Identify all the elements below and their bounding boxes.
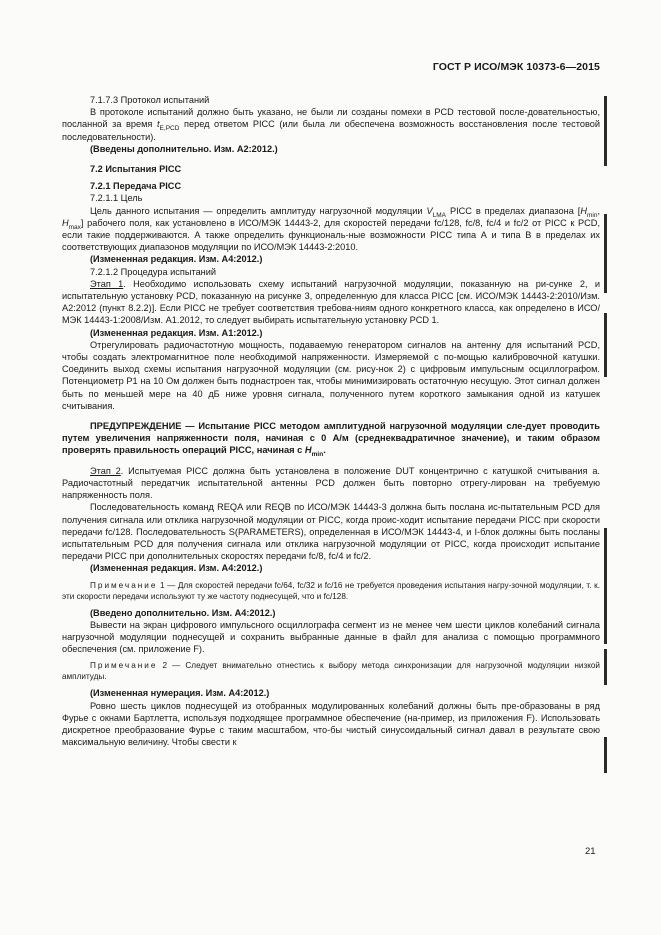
amendment-note: (Введено дополнительно. Изм. A4:2012.) [90, 607, 276, 618]
change-bar [604, 96, 607, 166]
text: , [597, 205, 601, 216]
section-heading: 7.2.1 Передача PICC [90, 181, 182, 192]
note-label: Примечание [90, 580, 158, 590]
change-bar [604, 649, 607, 685]
note [62, 660, 600, 682]
text: fc/128, fc/8, fc/4 и fc/2 от PICC к PCD, если такие поддерживаются. А также определить функциональ-ные возможности PICC типа А и типа В в пределах их соответствующих диапазонов модуляции по ИСО/МЭК 14443-2:2010. [62, 217, 600, 253]
paragraph: Ровно шесть циклов поднесущей из отобранных модулированных колебаний должны быть пре-образованы в ряд Фурье с окнами Бартлетта, используя подходящее программное обеспечение (на-пример, из приложения F). Использовать дискретное преобразование Фурье с таким масштабом, что-бы чистый синусоидальный сигнал давал в результате свою максимальную величину. Чтобы свести к [62, 700, 600, 748]
document-body [62, 94, 600, 748]
subscript: E,PCD [159, 125, 180, 133]
paragraph: Последовательность команд REQA или REQB по ИСО/МЭК 14443-3 должна быть послана ис-пытательным PCD для получения сигнала или отклика нагрузочной модуляции от PICC, когда проис-ходит испытание передачи PICC при скорости передачи fc/128. Последовательность S(PARAMETERS), определенная в ИСО/МЭК 14443-4, и I-блок должны быть посланы испытательным PCD для получения сигнала или отклика нагрузочной модуляции от PICC, когда происходит испытание передачи PICC при дополнительных скоростях передачи fc/8, fc/4 и fc/2. [62, 502, 600, 562]
paragraph: Отрегулировать радиочастотную мощность, подаваемую генератором сигналов на антенну для испытаний PCD, чтобы создать электромагнитное поле необходимой напряженности. Измеряемой с по-мощью калибровочной катушки. Соединить выход схемы испытания нагрузочной модуляции (см. рису-нок 2) с цифровым импульсным осциллографом. Потенциометр P1 на 10 Ом должен быть поднастроен так, чтобы минимизировать остаточную несущую. Этот сигнал должен быть по меньшей мере на 40 дБ ниже уровня сигнала, полученного путем короткого замыкания одной из катушек считывания. [62, 339, 600, 411]
step-label: Этап 2 [90, 465, 121, 476]
text: перед ответом PICC (или была ли обеспечена возможность восстановления после тестовой последовательности). [62, 119, 600, 142]
subscript: min [586, 211, 598, 219]
amendment-note: (Измененная редакция. Изм. A4:2012.) [90, 254, 263, 265]
paragraph [62, 278, 600, 327]
change-bar [604, 214, 607, 293]
var: V [426, 205, 433, 216]
var: H [304, 445, 312, 456]
section-heading: 7.1.7.3 Протокол испытаний [90, 95, 210, 105]
section-heading: 7.2.1.2 Процедура испытаний [90, 266, 217, 277]
var: H [580, 205, 587, 216]
change-bar [604, 737, 607, 773]
amendment-note: (Введены дополнительно. Изм. A2:2012.) [90, 143, 278, 154]
subscript: LMA [432, 211, 446, 219]
step-label: Этап 1 [90, 278, 124, 289]
subscript: min [311, 451, 324, 459]
document-code-header: ГОСТ Р ИСО/МЭК 10373-6—2015 [432, 61, 600, 73]
change-bar [604, 528, 607, 644]
paragraph [62, 465, 600, 502]
var: H [62, 217, 69, 228]
paragraph: Вывести на экран цифрового импульсного осциллографа сегмент из не менее чем шести циклов колебаний сигнала нагрузочной модуляции поднесущей и сохранить выбранные данные в файл для анализа с помощью программного обеспечения (см. приложение F). [62, 619, 600, 655]
text: 2 — Следует внимательно отнестись к выбору метода синхронизации для нагрузочной модуляции низкой амплитуды. [62, 661, 600, 682]
change-bar [604, 313, 607, 377]
text: . Испытуемая PICC должна быть установлена в положение DUT концентрично с катушкой считывания a. Радиочастотный передатчик испытательной антенны PCD должен быть повторно отрегу-лирован на требуемую напряженность поля. [62, 465, 600, 501]
amendment-note: (Измененная редакция. Изм. A4:2012.) [90, 563, 263, 574]
warning-paragraph [62, 420, 600, 457]
note [62, 580, 600, 602]
subscript: max [68, 223, 81, 231]
paragraph [62, 205, 600, 254]
text: . Необходимо использовать схему испытаний нагрузочной модуляции, показанную на ри-сунке 2, и испытательную установку PCD, показанную на рисунке 3, определенную для класса PICC [см. ИСО/МЭК 14443-2:2010/Изм. A2:2012 (пункт 8.2.2)]. Если PICC не требует соответствия требова-ниям одного конкретного класса, как определено в ИСО/МЭК 14443-1:2008/Изм. A1.2012, то следует выбирать испытательную установку PCD 1. [62, 278, 600, 326]
text: 1 — Для скоростей передачи fc/64, fc/32 и fc/16 не требуется проведения испытания нагру-зочной модуляции, т. к. эти скорости передачи используют ту же частоту поднесущей, что и fc/128. [62, 580, 600, 601]
paragraph [62, 106, 600, 143]
text: Цель данного испытания — определить амплитуду нагрузочной модуляции [90, 205, 427, 216]
page-number: 21 [585, 846, 596, 857]
text: PICC в пределах диапазона [ [446, 205, 581, 216]
amendment-note: (Измененная редакция. Изм. A1:2012.) [90, 327, 263, 338]
note-label: Примечание [90, 661, 158, 671]
text: . [323, 445, 326, 456]
var: t [156, 119, 160, 130]
amendment-note: (Измененная нумерация. Изм. A4:2012.) [90, 688, 270, 699]
text: В протоколе испытаний должно быть указано, не были ли созданы помехи в PCD тестовой после-довательностью, посланной за время [62, 107, 600, 130]
text: ] рабочего поля, как установлено в ИСО/МЭК 14443-2, для скоростей передачи [80, 217, 435, 228]
text: ПРЕДУПРЕЖДЕНИЕ — Испытание PICC методом амплитудной нагрузочной модуляции сле-дует проводить путем увеличения напряженности поля, начиная с 0 A/м (среднеквадратичное значение), и таким образом проверять правильность операций PICC, начиная с [62, 421, 600, 456]
section-heading: 7.2.1.1 Цель [90, 193, 143, 204]
section-heading: 7.2 Испытания PICC [90, 164, 182, 175]
